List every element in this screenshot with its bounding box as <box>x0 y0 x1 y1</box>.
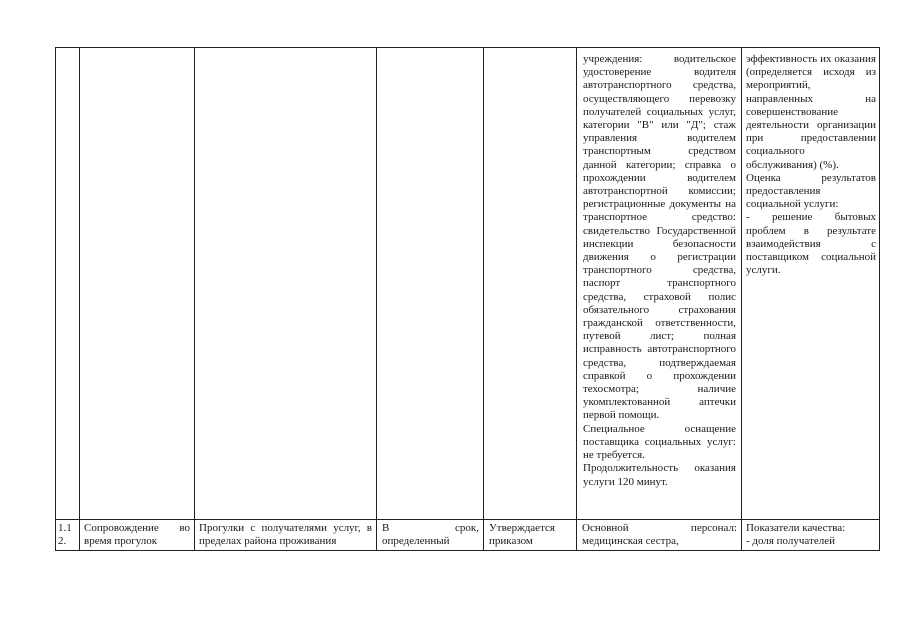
col-border-0 <box>55 47 56 551</box>
col-border-1 <box>79 47 80 551</box>
cell-service-description: Прогулки с получателями услуг, в пределах района проживания <box>199 522 372 547</box>
cell-row-number: 1.1 2. <box>58 522 72 547</box>
cell-service-name: Сопровождение во время прогулок <box>84 522 190 547</box>
efficiency-paragraph: эффективность их оказания (определяется исходя из мероприятий, направленных на совершенствование деятельности организации при предоставлении социального обслуживания) (%). <box>746 53 876 171</box>
col-border-2 <box>194 47 195 551</box>
col-border-7 <box>879 47 880 551</box>
cell-service-cost: Утверждается приказом <box>489 522 555 547</box>
col-border-5 <box>576 47 577 551</box>
col-border-6 <box>741 47 742 551</box>
cell-quality-indicators <box>746 522 876 548</box>
results-item: - решение бытовых проблем в результате взаимодействия с поставщиком социальной услуги. <box>746 211 876 277</box>
requirements-paragraph: учреждения: водительское удостоверение водителя автотранспортного средства, осуществляющего перевозку получателей социальных услуг, категории "В" или "Д"; стаж управления водителем транспортным средством данной категории; справка о прохождении водителем автотранспортной комиссии; регистрационные документы на транспортное средство: свидетельство Государственной инспекции безопасности движения о регистрации транспортного средства, паспорт транспортного средства, страховой полис обязательного страхования гражданской ответственности, путевой лист; полная исправность автотранспортного средства, подтверждаемая справкой о прохождении техосмотра; наличие укомплектованной аптечки первой помощи. <box>583 53 736 422</box>
results-heading: Оценка результатов предоставления социальной услуги: <box>746 171 876 211</box>
duration-paragraph: Продолжительность оказания услуги 120 минут. <box>583 462 736 488</box>
indicators-heading: Показатели качества: <box>746 522 846 534</box>
cell-service-requirements: Основной персонал: медицинская сестра, <box>582 522 737 547</box>
table-bottom-border <box>55 550 880 551</box>
col-border-3 <box>376 47 377 551</box>
cell-indicators-continued <box>746 53 876 277</box>
indicators-item: - доля получателей <box>746 535 835 547</box>
row-divider <box>55 519 880 520</box>
table-top-border <box>55 47 880 48</box>
cell-service-term: В срок, определенный <box>382 522 479 547</box>
col-border-4 <box>483 47 484 551</box>
cell-requirements-continued <box>583 53 736 489</box>
equipment-paragraph: Специальное оснащение поставщика социальных услуг: не требуется. <box>583 422 736 462</box>
